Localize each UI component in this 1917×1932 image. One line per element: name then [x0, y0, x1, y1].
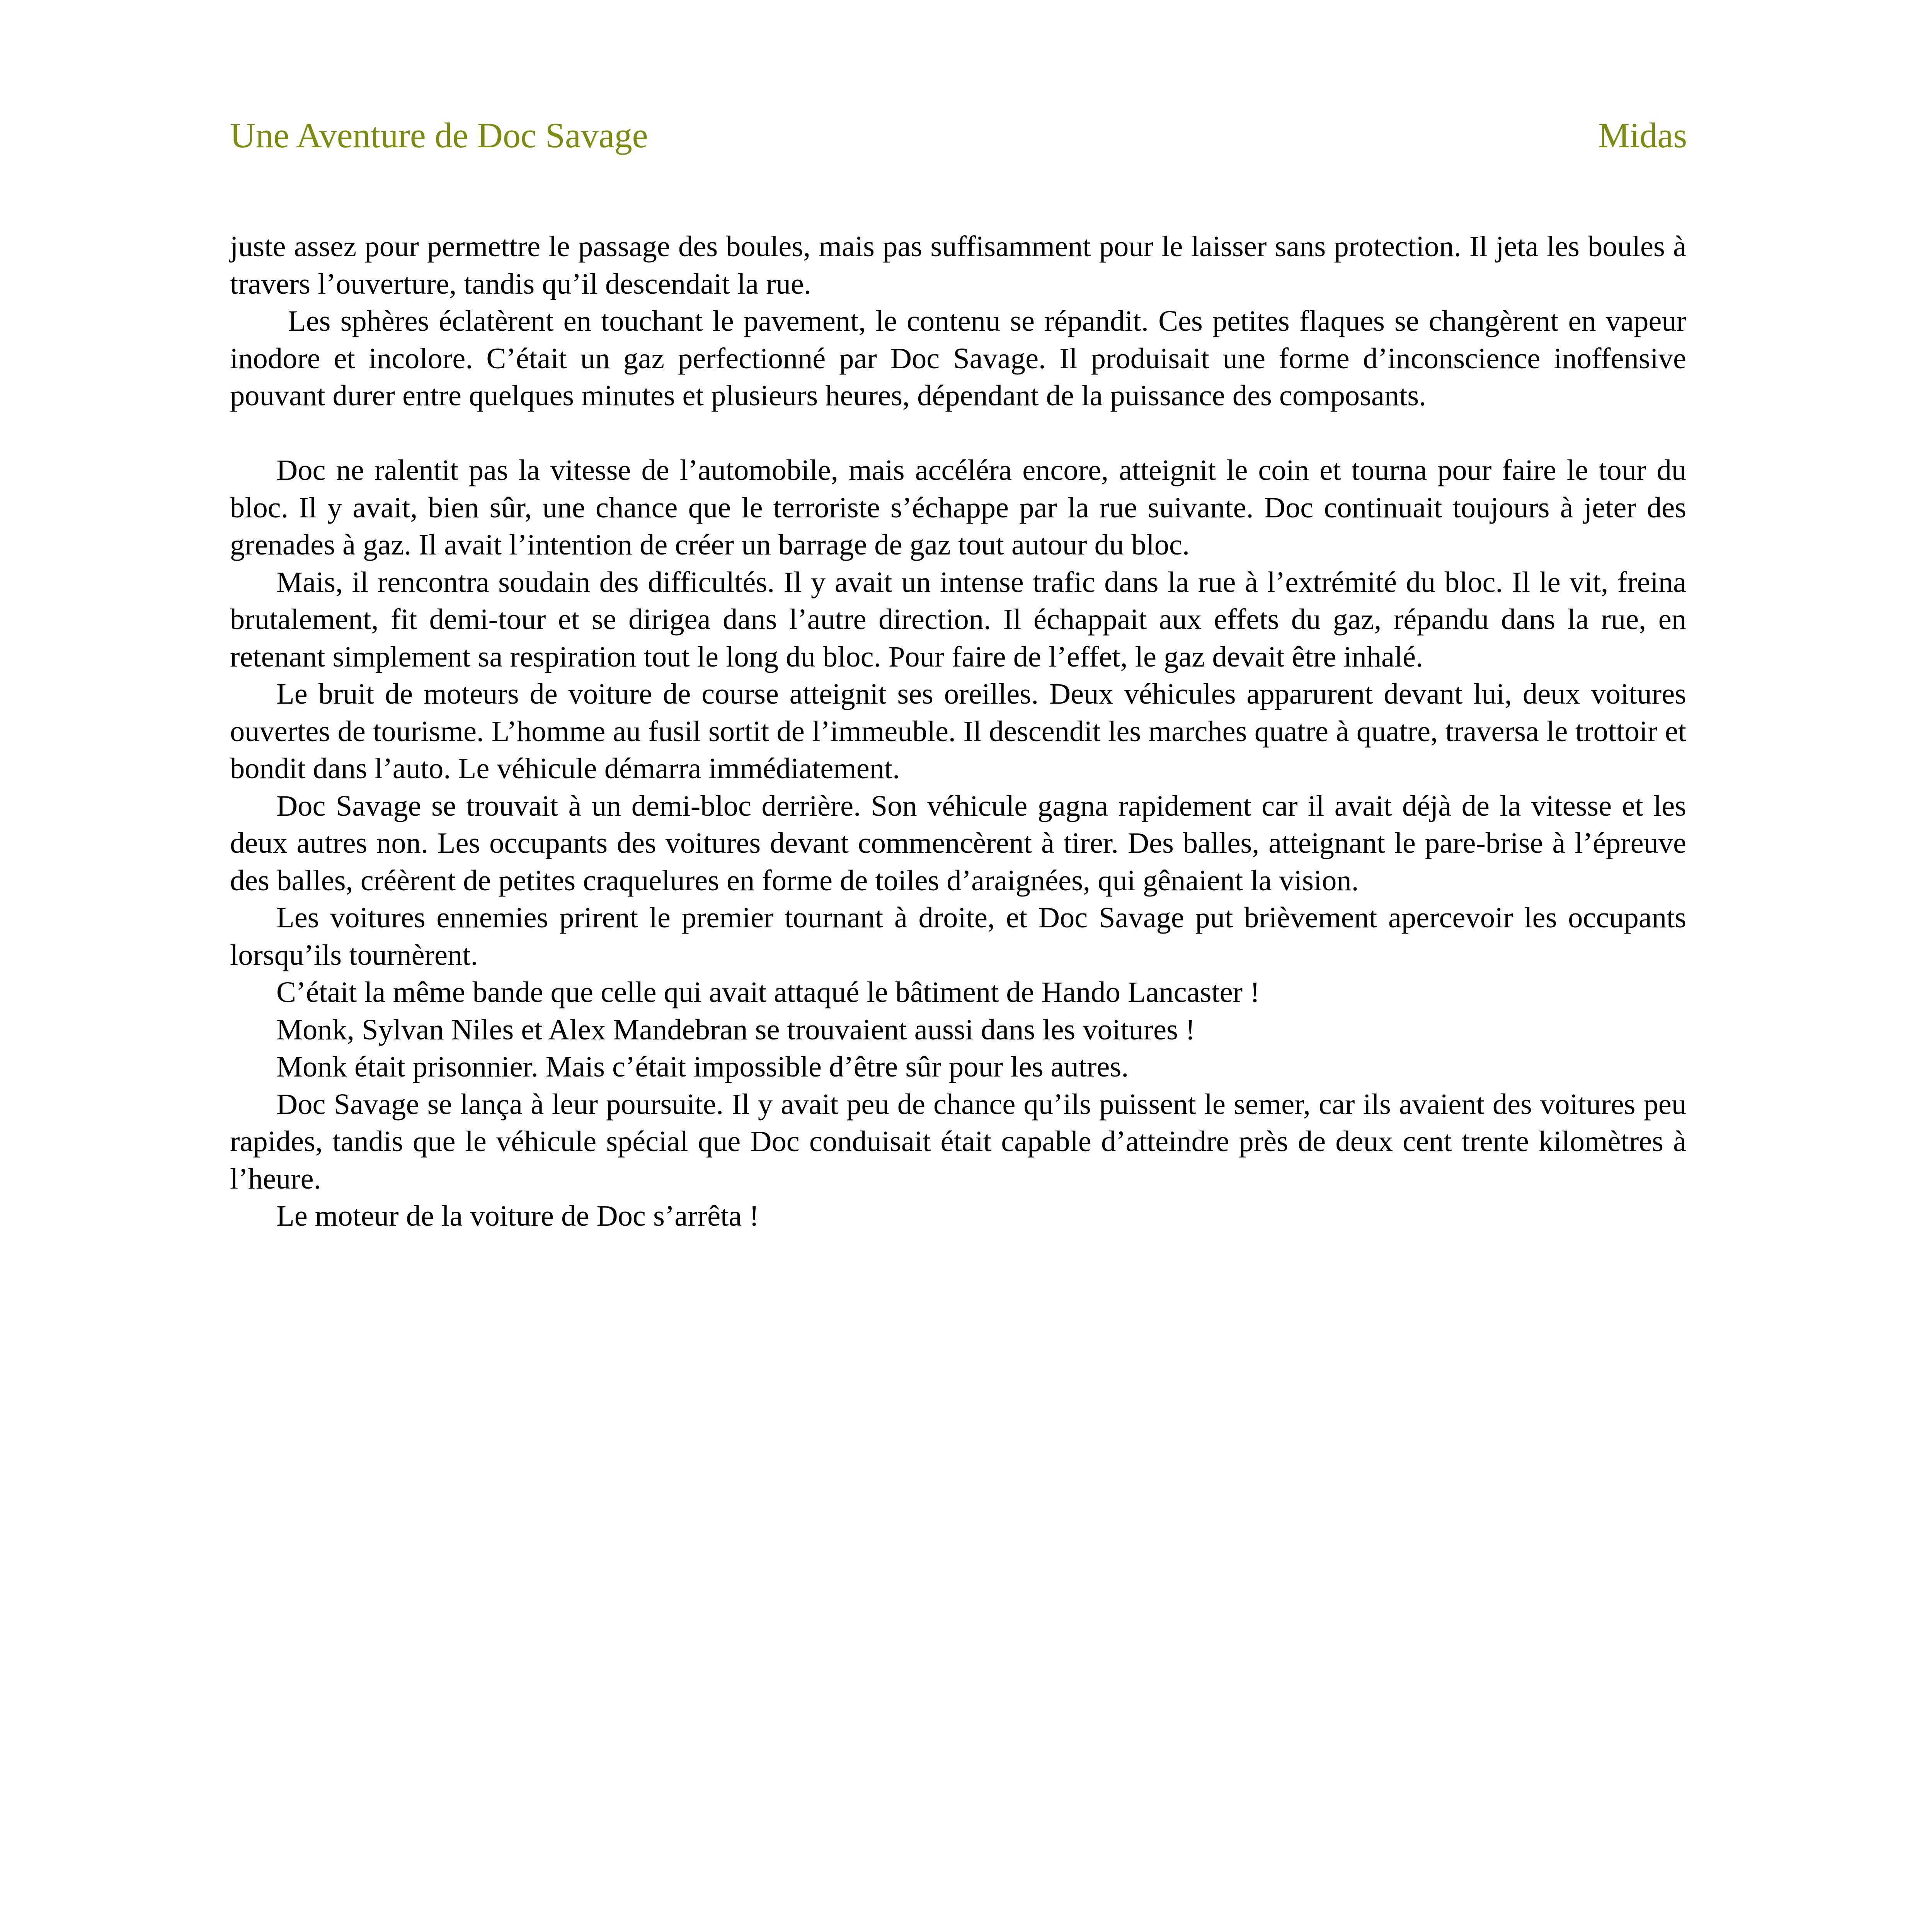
running-header — [230, 112, 1687, 158]
paragraph: Le bruit de moteurs de voiture de course atteignit ses oreilles. Deux véhicules apparurent devant lui, deux voitures ouvertes de tourisme. L’homme au fusil sortit de l’immeuble. Il descendit les marches quatre à quatre, traversa le trottoir et bondit dans l’auto. Le véhicule démarra immédiatement. — [230, 677, 1686, 785]
body-text — [230, 228, 1686, 1235]
paragraph-gap — [230, 415, 1686, 452]
paragraph: Le moteur de la voiture de Doc s’arrêta ! — [276, 1199, 759, 1232]
paragraph: Mais, il rencontra soudain des difficultés. Il y avait un intense trafic dans la rue à l’extrémité du bloc. Il le vit, freina brutalement, fit demi-tour et se dirigea dans l’autre direction. Il échappait aux effets du gaz, répandu dans la rue, en retenant simplement sa respiration tout le long du bloc. Pour faire de l’effet, le gaz devait être inhalé. — [230, 565, 1686, 673]
paragraph: Les voitures ennemies prirent le premier tournant à droite, et Doc Savage put brièvement apercevoir les occupants lorsqu’ils tournèrent. — [230, 901, 1686, 971]
header-book-title: Une Aventure de Doc Savage — [230, 116, 648, 155]
paragraph: Les sphères éclatèrent en touchant le pavement, le contenu se répandit. Ces petites flaques se changèrent en vapeur inodore et incolore. C’était un gaz perfectionné par Doc Savage. Il produisait une forme d’inconscience inoffensive pouvant durer entre quelques minutes et plusieurs heures, dépendant de la puissance des composants. — [230, 304, 1686, 412]
paragraph: Monk était prisonnier. Mais c’était impossible d’être sûr pour les autres. — [276, 1050, 1129, 1083]
paragraph: C’était la même bande que celle qui avait attaqué le bâtiment de Hando Lancaster ! — [276, 976, 1260, 1009]
header-chapter-title: Midas — [1598, 116, 1687, 155]
paragraph: Doc ne ralentit pas la vitesse de l’automobile, mais accéléra encore, atteignit le coin et tourna pour faire le tour du bloc. Il y avait, bien sûr, une chance que le terroriste s’échappe par la rue suivante. Doc continuait toujours à jeter des grenades à gaz. Il avait l’intention de créer un barrage de gaz tout autour du bloc. — [230, 454, 1686, 561]
paragraph: Doc Savage se trouvait à un demi-bloc derrière. Son véhicule gagna rapidement car il avait déjà de la vitesse et les deux autres non. Les occupants des voitures devant commencèrent à tirer. Des balles, atteignant le pare-brise à l’épreuve des balles, créèrent de petites craquelures en forme de toiles d’araignées, qui gênaient la vision. — [230, 789, 1686, 897]
paragraph: Monk, Sylvan Niles et Alex Mandebran se trouvaient aussi dans les voitures ! — [276, 1013, 1195, 1046]
paragraph: Doc Savage se lança à leur poursuite. Il y avait peu de chance qu’ils puissent le semer, car ils avaient des voitures peu rapides, tandis que le véhicule spécial que Doc conduisait était capable d’atteindre près de deux cent trente kilomètres à l’heure. — [230, 1087, 1686, 1195]
paragraph: juste assez pour permettre le passage des boules, mais pas suffisamment pour le laisser sans protection. Il jeta les boules à travers l’ouverture, tandis qu’il descendait la rue. — [230, 230, 1686, 300]
